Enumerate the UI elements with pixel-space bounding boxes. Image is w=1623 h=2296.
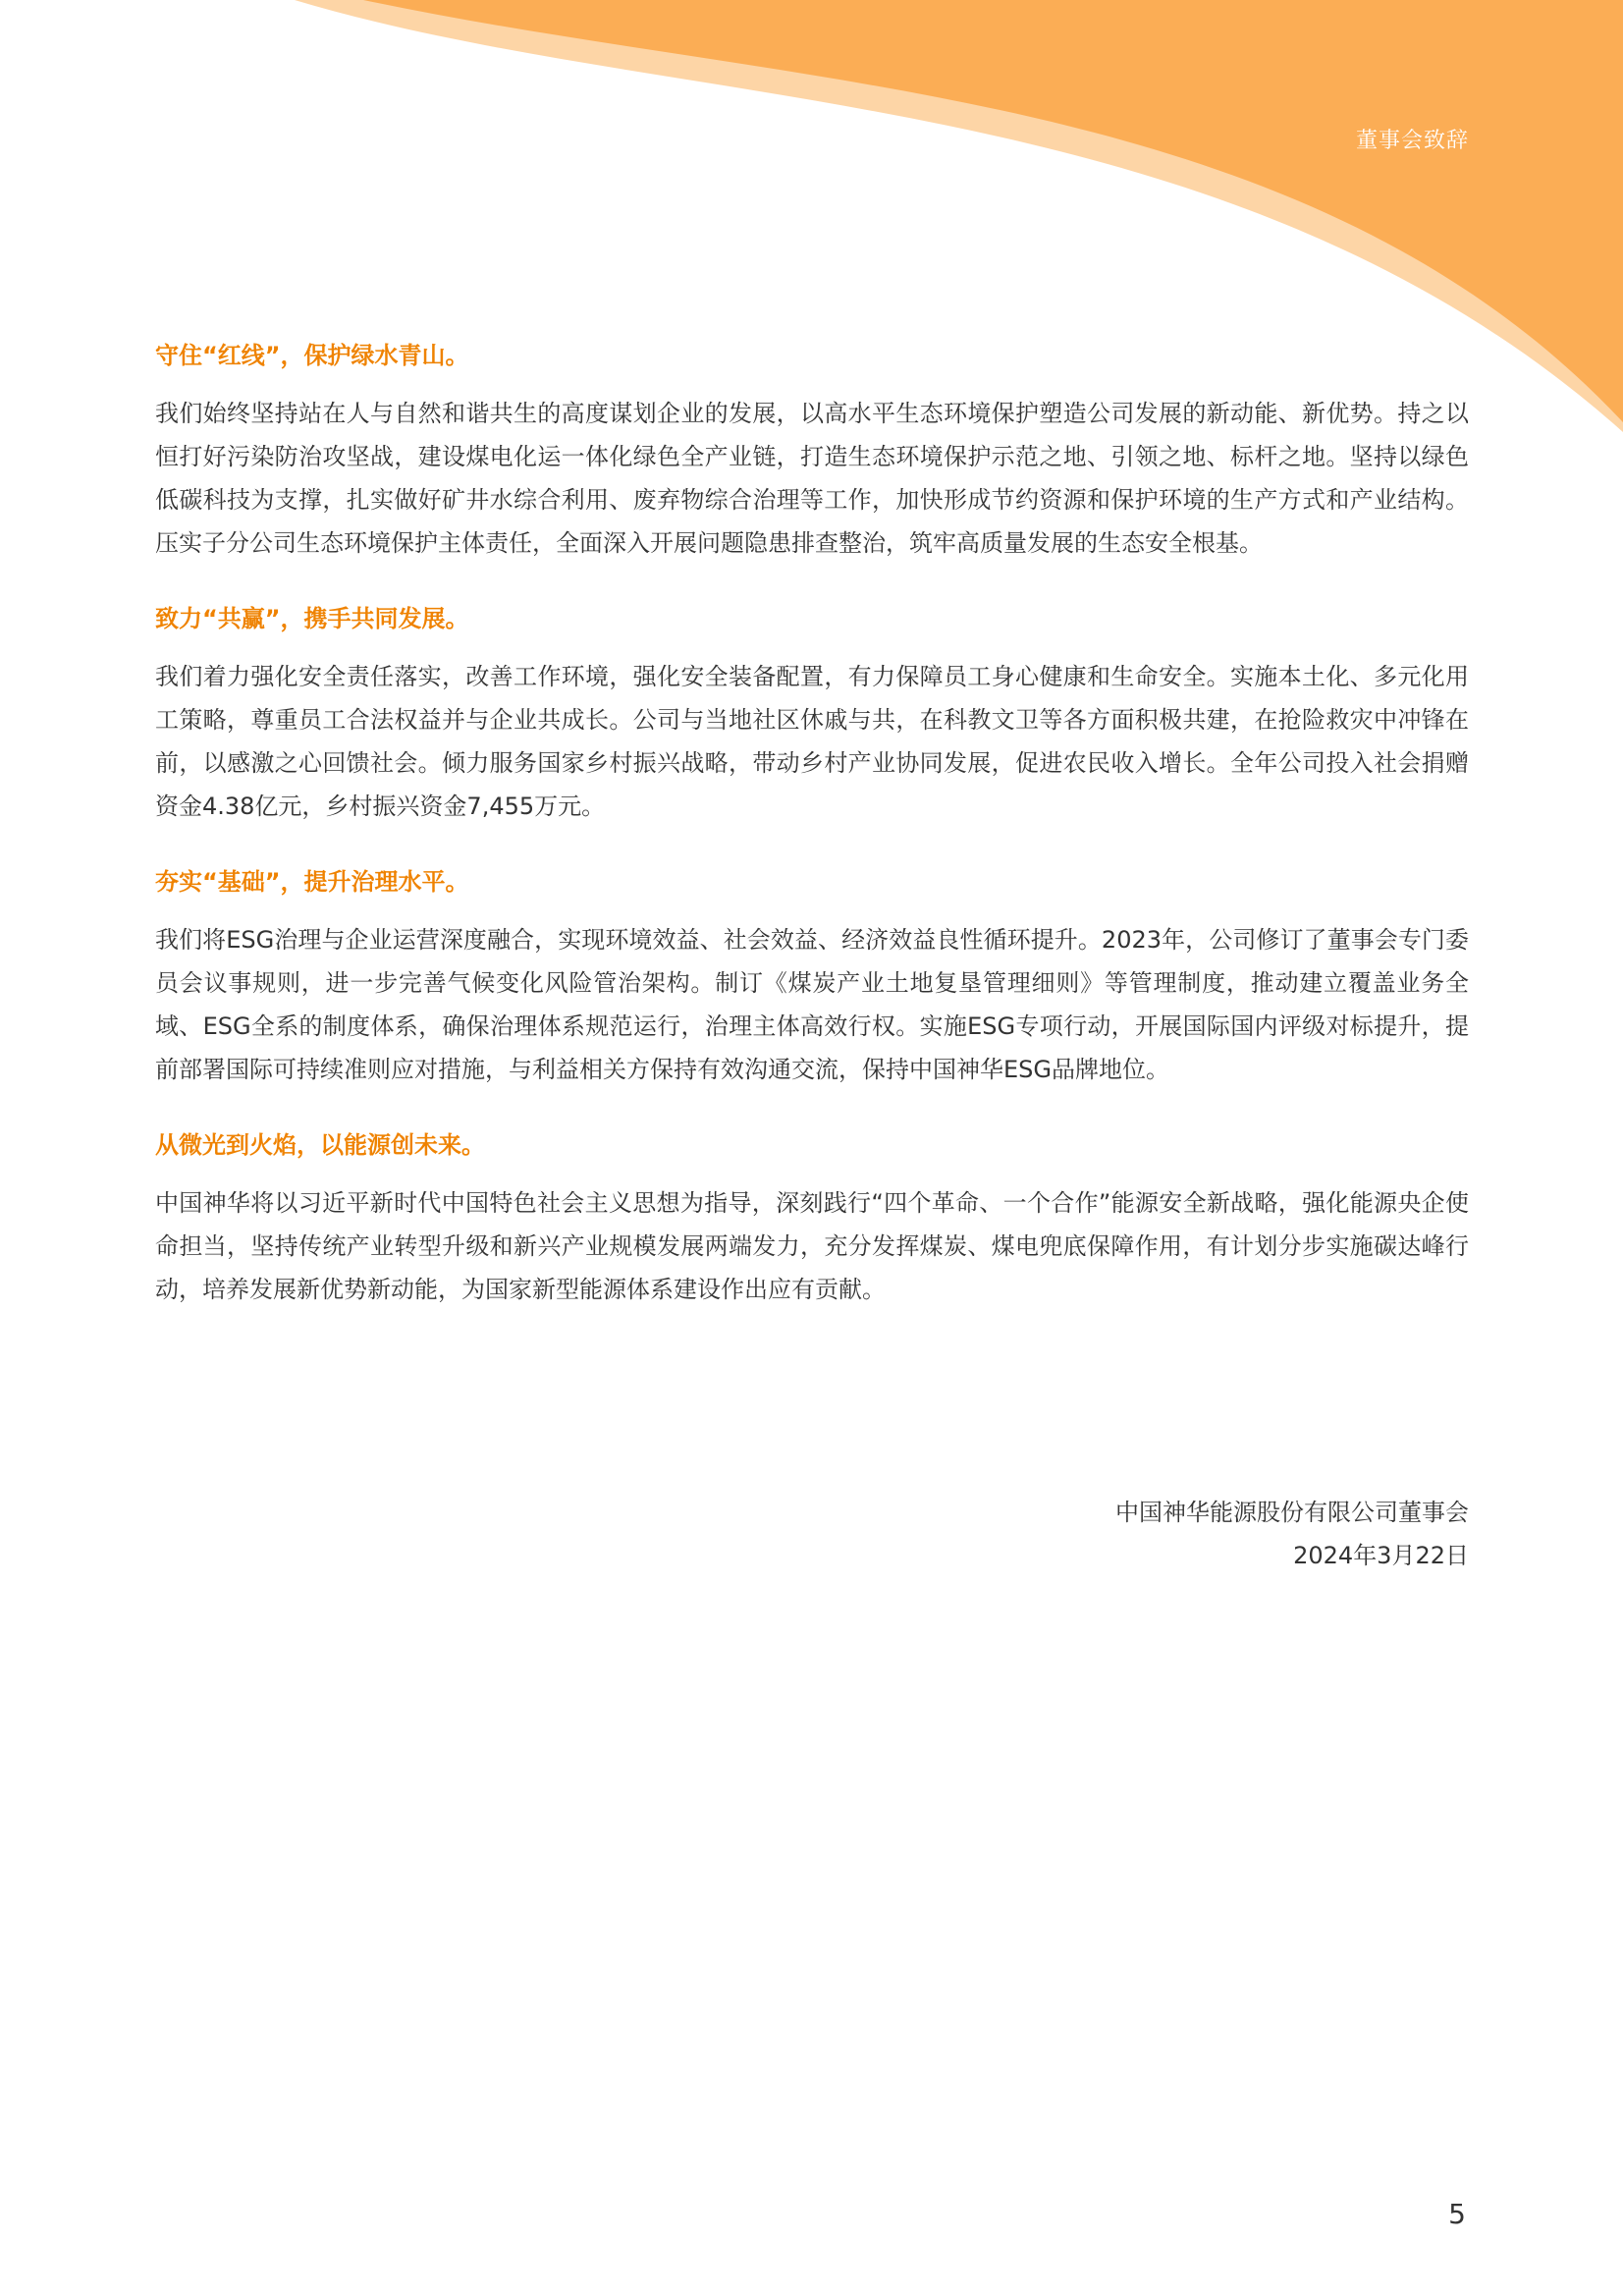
section-win-win — [155, 602, 1469, 828]
section-body: 我们将ESG治理与企业运营深度融合，实现环境效益、社会效益、经济效益良性循环提升。2023年，公司修订了董事会专门委员会议事规则，进一步完善气候变化风险管治架构。制订《煤炭产业土地复垦管理细则》等管理制度，推动建立覆盖业务全域、ESG全系的制度体系，确保治理体系规范运行，治理主体高效行权。实施ESG专项行动，开展国际国内评级对标提升，提前部署国际可持续准则应对措施，与利益相关方保持有效沟通交流，保持中国神华ESG品牌地位。 — [155, 926, 1469, 1083]
section-body: 我们着力强化安全责任落实，改善工作环境，强化安全装备配置，有力保障员工身心健康和生命安全。实施本土化、多元化用工策略，尊重员工合法权益并与企业共成长。公司与当地社区休戚与共，在科教文卫等各方面积极共建，在抢险救灾中冲锋在前，以感激之心回馈社会。倾力服务国家乡村振兴战略，带动乡村产业协同发展，促进农民收入增长。全年公司投入社会捐赠资金4.38亿元，乡村振兴资金7,455万元。 — [155, 663, 1469, 820]
section-future — [155, 1128, 1469, 1311]
section-heading: 夯实“基础”，提升治理水平。 — [155, 868, 469, 896]
section-heading: 致力“共赢”，携手共同发展。 — [155, 605, 469, 632]
section-governance — [155, 865, 1469, 1091]
signature-organization: 中国神华能源股份有限公司董事会 — [1115, 1499, 1469, 1526]
section-body: 我们始终坚持站在人与自然和谐共生的高度谋划企业的发展，以高水平生态环境保护塑造公司发展的新动能、新优势。持之以恒打好污染防治攻坚战，建设煤电化运一体化绿色全产业链，打造生态环境保护示范之地、引领之地、标杆之地。坚持以绿色低碳科技为支撑，扎实做好矿井水综合利用、废弃物综合治理等工作，加快形成节约资源和保护环境的生产方式和产业结构。压实子分公司生态环境保护主体责任，全面深入开展问题隐患排查整治，筑牢高质量发展的生态安全根基。 — [155, 400, 1469, 557]
section-environment — [155, 339, 1469, 565]
page-number: 5 — [1448, 2198, 1466, 2230]
signature-date: 2024年3月22日 — [1293, 1542, 1469, 1569]
section-body: 中国神华将以习近平新时代中国特色社会主义思想为指导，深刻践行“四个革命、一个合作”能源安全新战略，强化能源央企使命担当，坚持传统产业转型升级和新兴产业规模发展两端发力，充分发挥煤炭、煤电兜底保障作用，有计划分步实施碳达峰行动，培养发展新优势新动能，为国家新型能源体系建设作出应有贡献。 — [155, 1189, 1469, 1303]
section-heading: 从微光到火焰，以能源创未来。 — [155, 1131, 485, 1159]
section-label: 董事会致辞 — [1355, 129, 1469, 153]
section-heading: 守住“红线”，保护绿水青山。 — [155, 342, 469, 369]
signature-block — [1115, 1491, 1469, 1577]
letter-content — [155, 339, 1469, 1348]
